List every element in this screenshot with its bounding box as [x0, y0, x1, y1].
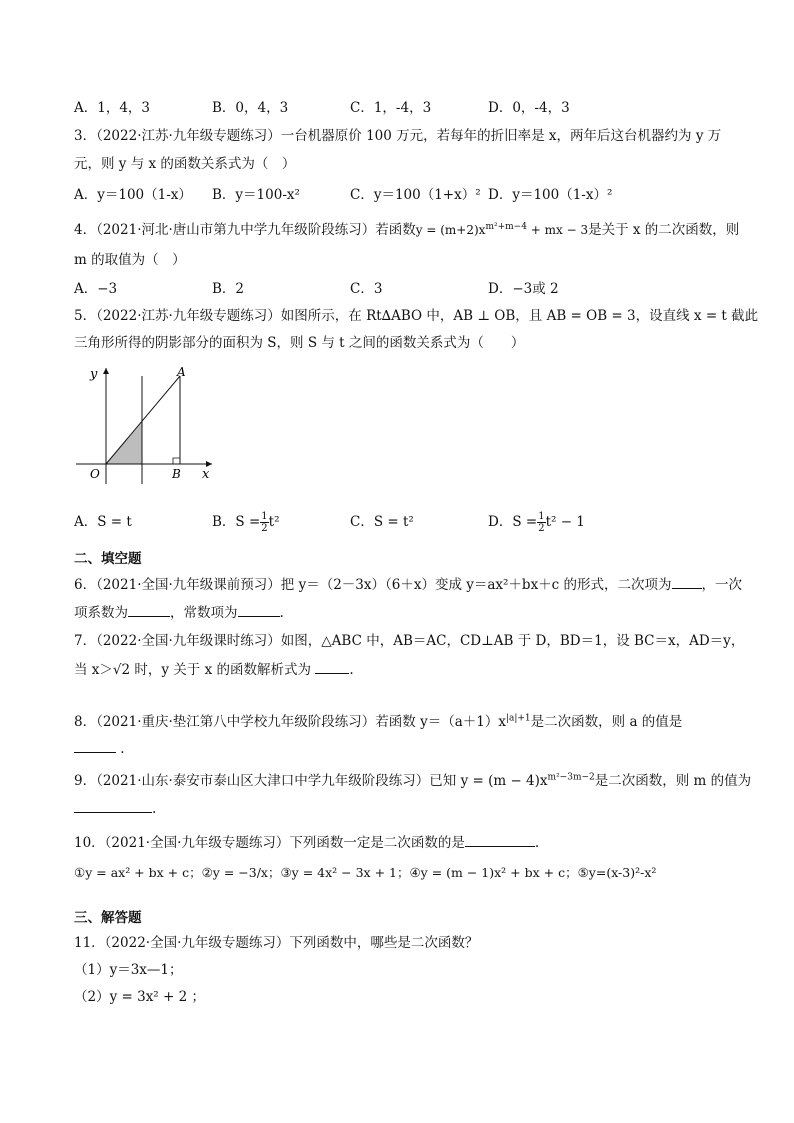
right-angle-mark [173, 458, 180, 464]
q2-option-a: A．1，4，3 [74, 100, 151, 116]
label-y: y [90, 367, 98, 382]
q3-stem-line2: 元，则 y 与 x 的函数关系式为（ ） [74, 156, 296, 172]
q3-option-b: B．y＝100-x² [212, 187, 300, 203]
answer-blank[interactable] [74, 800, 152, 813]
q4-stem-line1 [74, 218, 739, 238]
q4-exponent: m²+m−4 [485, 222, 527, 232]
q11-sub1: （1）y＝3x—1； [74, 962, 183, 978]
q5-option-d: D．S = $\frac{1}{2}$ t² − 1 [488, 511, 585, 534]
q7-stem-line2: 当 x＞√2 时，y 关于 x 的函数解析式为 . [74, 662, 354, 678]
section-fill-in: 二、填空题 [74, 551, 142, 567]
q4-option-a: A．−3 [74, 281, 118, 297]
q5-stem-line1: 5．（2022·江苏·九年级专题练习）如图所示，在 Rt∆ABO 中，AB ⊥ OB，且 AB = OB = 3，设直线 x = t 截此 [74, 308, 759, 324]
q4-option-b: B．2 [212, 281, 245, 297]
q6-stem-line2: 项系数为 ，常数项为 . [74, 605, 284, 621]
answer-blank[interactable] [74, 740, 116, 753]
q9-stem-line1: 9．（2021·山东·泰安市泰山区大津口中学九年级阶段练习）已知 $y = (m - 4)x^{m^2-3m-2}$是二次函数，则 m 的值为 [74, 772, 752, 789]
q11-stem: 11．（2022·全国·九年级专题练习）下列函数中，哪些是二次函数？ [74, 935, 479, 951]
q11-sub2: （2）y = 3x² + 2 ； [74, 989, 205, 1005]
q2-option-c: C．1，-4，3 [350, 100, 432, 116]
q4-option-d: D．−3或 2 [488, 281, 559, 297]
label-a: A [177, 365, 186, 379]
q5-option-c: C．S = t² [350, 514, 414, 530]
q3-option-c: C．y＝100（1+x）² [350, 187, 481, 203]
q7-stem-line1: 7．（2022·全国·九年级课时练习）如图，△ABC 中，AB＝AC，CD⊥AB 于 D，BD＝1，设 BC＝x，AD＝y， [74, 633, 745, 649]
label-b: B [172, 467, 181, 481]
q4-stem-end: 是关于 x 的二次函数，则 [588, 222, 740, 238]
q4-option-c: C．3 [350, 281, 383, 297]
q3-option-a: A．y＝100（1-x） [74, 187, 192, 203]
segment-oa [106, 376, 180, 464]
answer-blank[interactable] [238, 604, 280, 617]
q2-option-d: D．0，-4，3 [488, 100, 570, 116]
q9-stem-line2: . [74, 800, 156, 817]
answer-blank[interactable] [128, 604, 170, 617]
q8-stem-line1: 8．（2021·重庆·垫江第八中学校九年级阶段练习）若函数 $y=(a+1)x^{|a|+1}$是二次函数，则 a 的值是 [74, 713, 683, 730]
fraction-half: $\frac{1}{2}$ [538, 511, 545, 534]
q4-stem-start: 4．（2021·河北·唐山市第九中学九年级阶段练习）若函数 [74, 222, 416, 238]
section-answer: 三、解答题 [74, 910, 142, 926]
q9-exponent: m²−3m−2 [547, 772, 595, 783]
q10-items: ①y = ax² + bx + c；②y = −3/x；③y = 4x² − 3x + 1；④y = (m − 1)x² + bx + c；⑤y=(x-3)²-x² [74, 865, 657, 880]
q4-formula-tail: + mx − 3 [526, 223, 589, 237]
q5-stem-line2: 三角形所得的阴影部分的面积为 S，则 S 与 t 之间的函数关系式为（ ） [74, 335, 525, 351]
q5-triangle-figure [70, 362, 220, 487]
q3-option-d: D．y＝100（1-x）² [488, 187, 613, 203]
fraction-half: $\frac{1}{2}$ [261, 511, 268, 534]
label-o: O [90, 467, 100, 481]
q8-stem-line2: . [74, 740, 125, 757]
answer-blank[interactable] [315, 661, 349, 674]
answer-blank[interactable] [465, 834, 535, 847]
q2-option-b: B．0，4，3 [212, 100, 289, 116]
q6-stem-line1: 6．（2021·全国·九年级课前预习）把 y＝（2－3x）（6＋x）变成 y＝ax²＋bx＋c 的形式，二次项为 ，一次 [74, 577, 743, 593]
q4-stem-line2: m 的取值为（ ） [74, 252, 186, 268]
q4-formula: y = (m+2)x [415, 223, 486, 237]
label-x: x [202, 467, 210, 482]
q5-option-a: A．S = t [74, 514, 132, 530]
q5-option-b: B．S = $\frac{1}{2}$ t² [212, 511, 280, 534]
answer-blank[interactable] [672, 576, 702, 589]
q8-exponent: |a|+1 [505, 713, 531, 724]
q10-stem-line1: 10．（2021·全国·九年级专题练习）下列函数一定是二次函数的是 . [74, 835, 540, 851]
q3-stem-line1: 3．（2022·江苏·九年级专题练习）一台机器原价 100 万元，若每年的折旧率是 x，两年后这台机器约为 y 万 [74, 128, 722, 144]
